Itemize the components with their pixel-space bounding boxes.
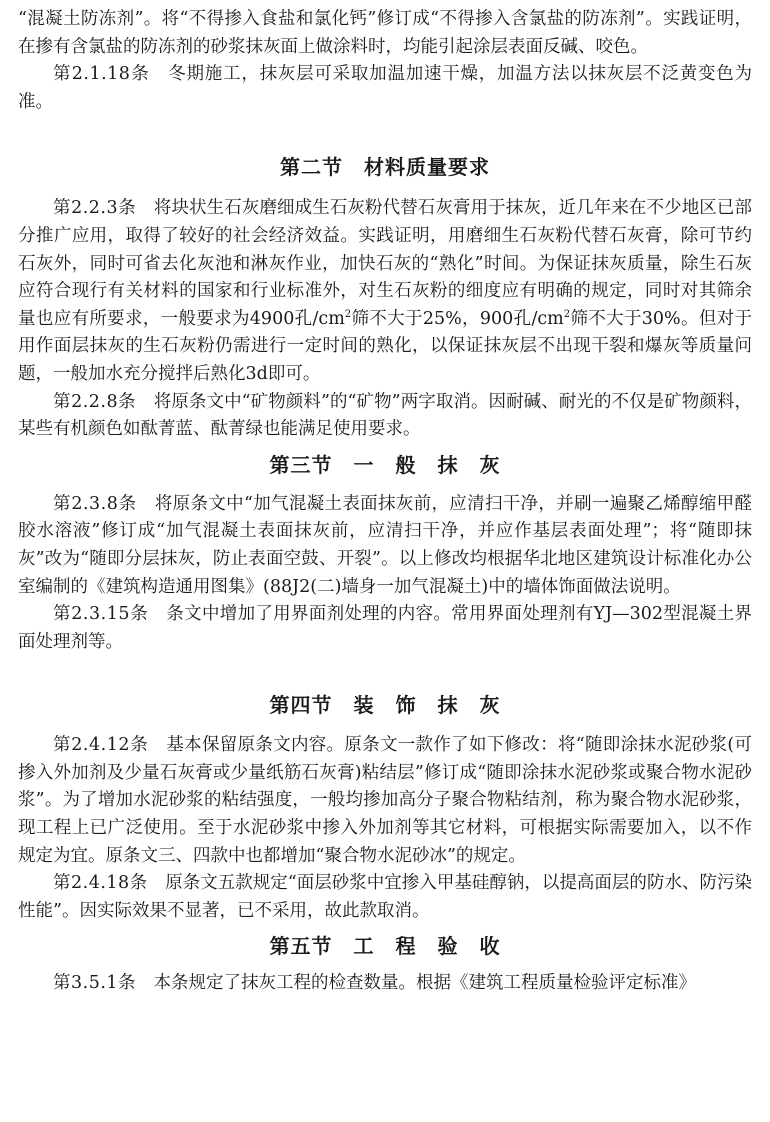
- clause-3-5-1: [18, 970, 752, 998]
- clause-text: 原条文五款规定“面层砂浆中宜掺入甲基硅醇钠，以提高面层的防水、防污染性能”。因实际效果不显著，已不采用，故此款取消。: [18, 873, 752, 921]
- clause-2-4-18: [18, 870, 752, 925]
- paragraph-text: “混凝土防冻剂”。将“不得掺入食盐和氯化钙”修订成“不得掺入含氯盐的防冻剂”。实践证明，在掺有含氯盐的防冻剂的砂浆抹灰面上做涂料时，均能引起涂层表面反碱、咬色。: [18, 9, 752, 57]
- superscript-2: 2: [344, 308, 352, 320]
- clause-number: 第2.4.12条: [53, 735, 149, 756]
- section-heading-general-plastering: 第三节 一 般 抹 灰: [269, 452, 501, 477]
- clause-2-3-8: [18, 491, 752, 601]
- clause-text: 将原条文中“矿物颜料”的“矿物”两字取消。因耐碱、耐光的不仅是矿物颜料，某些有机颜色如酞菁蓝、酞菁绿也能满足使用要求。: [18, 391, 752, 440]
- clause-2-1-18: [18, 61, 752, 116]
- document-page: [18, 6, 752, 998]
- clause-number: 第3.5.1条: [53, 973, 137, 994]
- clause-2-3-15: [18, 601, 752, 656]
- clause-text: 将原条文中“加气混凝土表面抹灰前，应清扫干净，并刷一遍聚乙烯醇缩甲醛胶水溶液”修订成“加气混凝土表面抹灰前，应清扫干净，并应作基层表面处理”；将“随即抹灰”改为“随即分层抹灰，防止表面空鼓、开裂”。以上修改均根据华北地区建筑设计标准化办公室编制的《建筑构造通用图集》(88J2(二)墙身一加气混凝土)中的墙体饰面做法说明。: [18, 493, 753, 597]
- section-heading-acceptance: 第五节 工 程 验 收: [269, 934, 501, 959]
- clause-text: 冬期施工，抹灰层可采取加温加速干燥，加温方法以抹灰层不泛黄变色为准。: [18, 64, 753, 112]
- clause-2-4-12: [18, 732, 752, 870]
- clause-2-2-3: [18, 195, 752, 388]
- clause-text-part-a: 将块状生石灰磨细成生石灰粉代替石灰膏用于抹灰，近几年来在不少地区已部分推广应用，取得了较好的社会经济效益。实践证明，用磨细生石灰粉代替石灰膏，除可节约石灰外，同时可省去化灰池和淋灰作业，加快石灰的“熟化”时间。为保证抹灰质量，除生石灰应符合现行有关材料的国家和行业标准外，对生石灰粉的细度应有明确的规定，同时对其筛余量也应有所要求，一般要求为4900孔/cm: [18, 198, 752, 329]
- clause-text: 本条规定了抹灰工程的检查数量。根据《建筑工程质量检验评定标准》: [153, 973, 697, 994]
- clause-2-2-8: [18, 389, 752, 444]
- clause-text-part-b: 筛不大于25%，900孔/cm: [351, 308, 564, 329]
- superscript-2: 2: [563, 308, 571, 320]
- clause-text-part-c: 筛不大于30%。但对于用作面层抹灰的生石灰粉仍需进行一定时间的熟化，以保证抹灰层不出现干裂和爆灰等质量问题，一般加水充分搅拌后熟化3d即可。: [18, 308, 752, 384]
- paragraph-antifreeze-continued: [18, 6, 752, 61]
- clause-number: 第2.1.18条: [53, 64, 150, 85]
- section-heading-decorative-plastering: 第四节 装 饰 抹 灰: [269, 693, 501, 718]
- section-heading-material-quality: 第二节 材料质量要求: [280, 155, 490, 180]
- clause-number: 第2.2.8条: [53, 391, 137, 412]
- clause-number: 第2.4.18条: [53, 873, 148, 894]
- clause-number: 第2.3.15条: [53, 604, 149, 625]
- clause-text: 基本保留原条文内容。原条文一款作了如下修改：将“随即涂抹水泥砂浆(可掺入外加剂及少量石灰膏或少量纸筋石灰膏)粘结层”修订成“随即涂抹水泥砂浆或聚合物水泥砂浆”。为了增加水泥砂浆的粘结强度，一般均掺加高分子聚合物粘结剂，称为聚合物水泥砂浆，现工程上已广泛使用。至于水泥砂浆中掺入外加剂等其它材料，可根据实际需要加入，以不作规定为宜。原条文三、四款中也都增加“聚合物水泥砂冰”的规定。: [18, 735, 752, 866]
- clause-number: 第2.3.8条: [53, 493, 138, 514]
- clause-text: 条文中增加了用界面剂处理的内容。常用界面处理剂有YJ—302型混凝土界面处理剂等。: [18, 604, 753, 652]
- clause-number: 第2.2.3条: [53, 198, 137, 219]
